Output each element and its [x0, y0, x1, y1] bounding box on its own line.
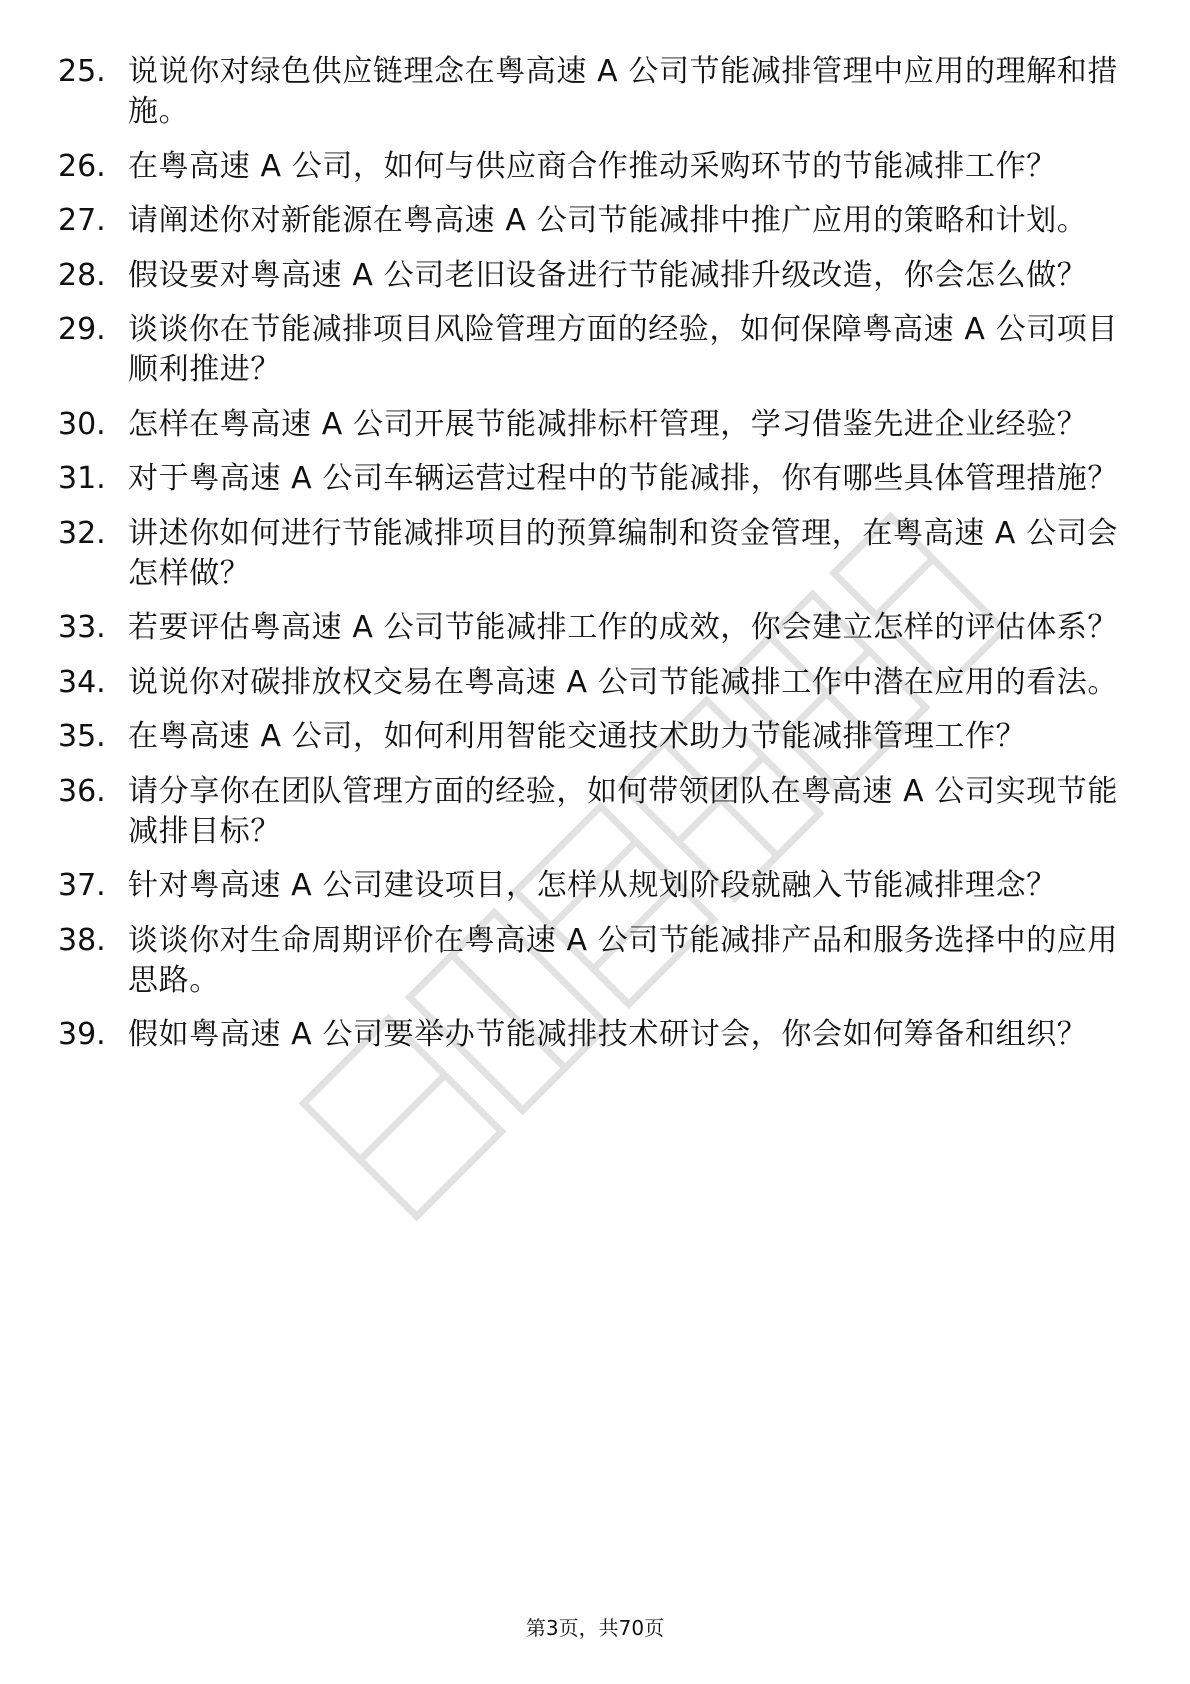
question-item — [58, 921, 1118, 1001]
question-number: 34. — [58, 664, 106, 700]
question-text: 在粤高速 A 公司，如何与供应商合作推动采购环节的节能减排工作？ — [128, 148, 1057, 184]
question-number: 33. — [58, 610, 106, 645]
question-text: 假设要对粤高速 A 公司老旧设备进行节能减排升级改造，你会怎么做？ — [128, 257, 1088, 293]
question-text: 说说你对碳排放权交易在粤高速 A 公司节能减排工作中潜在应用的看法。 — [128, 664, 1118, 700]
question-number: 38. — [58, 922, 106, 958]
question-text: 请分享你在团队管理方面的经验，如何带领团队在粤高速 A 公司实现节能减排目标？ — [128, 773, 1118, 849]
question-number: 29. — [58, 312, 106, 347]
question-item — [58, 772, 1118, 852]
question-number: 37. — [58, 868, 106, 903]
question-number: 39. — [58, 1017, 106, 1052]
question-number: 35. — [58, 719, 106, 754]
question-item — [58, 514, 1118, 594]
question-item — [58, 663, 1118, 703]
question-text: 谈谈你在节能减排项目风险管理方面的经验，如何保障粤高速 A 公司项目顺利推进？ — [128, 312, 1118, 387]
question-item — [58, 201, 1118, 241]
question-text: 若要评估粤高速 A 公司节能减排工作的成效，你会建立怎样的评估体系？ — [128, 610, 1118, 645]
question-item — [58, 608, 1118, 648]
page-footer — [0, 1614, 1190, 1642]
question-number: 30. — [58, 406, 106, 442]
question-number: 31. — [58, 461, 106, 496]
question-number: 28. — [58, 257, 106, 293]
question-number: 27. — [58, 203, 106, 238]
question-number: 26. — [58, 148, 106, 184]
question-item — [58, 310, 1118, 390]
question-item — [58, 459, 1118, 499]
question-list — [58, 52, 1118, 1070]
question-number: 25. — [58, 54, 106, 89]
question-item — [58, 717, 1118, 757]
question-text: 请阐述你对新能源在粤高速 A 公司节能减排中推广应用的策略和计划。 — [128, 203, 1088, 238]
question-text: 说说你对绿色供应链理念在粤高速 A 公司节能减排管理中应用的理解和措施。 — [128, 54, 1118, 129]
page-number-label: 第3页，共70页 — [525, 1616, 665, 1640]
question-item — [58, 405, 1118, 445]
question-item — [58, 52, 1118, 132]
question-text: 假如粤高速 A 公司要举办节能减排技术研讨会，你会如何筹备和组织？ — [128, 1017, 1088, 1052]
question-item — [58, 256, 1118, 296]
question-number: 32. — [58, 515, 106, 551]
question-number: 36. — [58, 773, 106, 809]
question-item — [58, 1015, 1118, 1055]
question-text: 谈谈你对生命周期评价在粤高速 A 公司节能减排产品和服务选择中的应用思路。 — [128, 922, 1118, 998]
question-text: 针对粤高速 A 公司建设项目，怎样从规划阶段就融入节能减排理念？ — [128, 868, 1057, 903]
question-text: 对于粤高速 A 公司车辆运营过程中的节能减排，你有哪些具体管理措施？ — [128, 461, 1118, 496]
question-item — [58, 147, 1118, 187]
question-text: 在粤高速 A 公司，如何利用智能交通技术助力节能减排管理工作？ — [128, 719, 1027, 754]
question-text: 讲述你如何进行节能减排项目的预算编制和资金管理，在粤高速 A 公司会怎样做？ — [128, 515, 1118, 591]
question-item — [58, 866, 1118, 906]
question-text: 怎样在粤高速 A 公司开展节能减排标杆管理，学习借鉴先进企业经验？ — [128, 406, 1088, 442]
